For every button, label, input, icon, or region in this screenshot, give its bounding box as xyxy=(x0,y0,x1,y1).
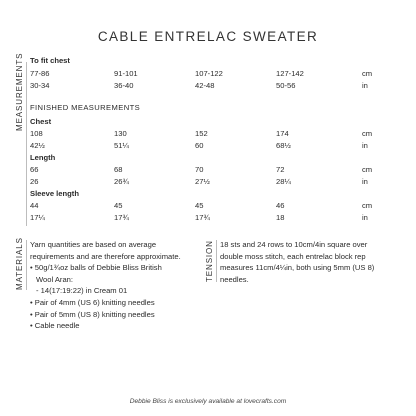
materials-divider xyxy=(26,240,27,290)
unit-label: in xyxy=(362,81,368,90)
table-cell: 17¾ xyxy=(114,213,129,222)
unit-label: in xyxy=(362,141,368,150)
table-cell: 28¼ xyxy=(276,177,291,186)
materials-line: • Pair of 4mm (US 6) knitting needles xyxy=(30,297,155,307)
table-cell: 36-40 xyxy=(114,81,134,90)
table-cell: 127-142 xyxy=(276,69,304,78)
chest-heading: Chest xyxy=(30,117,52,126)
table-cell: 91-101 xyxy=(114,69,138,78)
unit-label: in xyxy=(362,213,368,222)
unit-label: cm xyxy=(362,201,373,210)
table-cell: 44 xyxy=(30,201,39,210)
table-cell: 46 xyxy=(276,201,285,210)
table-cell: 42-48 xyxy=(195,81,215,90)
table-cell: 42½ xyxy=(30,141,45,150)
unit-label: in xyxy=(362,177,368,186)
table-cell: 77-86 xyxy=(30,69,50,78)
table-cell: 50-56 xyxy=(276,81,296,90)
materials-line: Wool Aran: xyxy=(36,274,74,284)
materials-side-label: MATERIALS xyxy=(15,237,24,290)
table-cell: 68½ xyxy=(276,141,291,150)
tension-line: measures 11cm/4¼in, both using 5mm (US 8) xyxy=(220,263,375,273)
length-heading: Length xyxy=(30,153,56,162)
table-cell: 72 xyxy=(276,165,285,174)
table-cell: 108 xyxy=(30,129,43,138)
materials-line: requirements and are therefore approximate. xyxy=(30,251,181,261)
finished-measurements-heading: FINISHED MEASUREMENTS xyxy=(30,103,141,112)
table-cell: 70 xyxy=(195,165,204,174)
measurements-divider xyxy=(26,62,27,226)
materials-line: • Pair of 5mm (US 8) knitting needles xyxy=(30,309,155,319)
page-title: CABLE ENTRELAC SWEATER xyxy=(97,29,319,44)
measurements-side-label: MEASUREMENTS xyxy=(15,52,24,131)
materials-text xyxy=(30,239,200,332)
table-cell: 45 xyxy=(195,201,204,210)
tension-line: double moss stitch, each entrelac block rep xyxy=(220,251,366,261)
table-cell: 26¾ xyxy=(114,177,129,186)
table-cell: 60 xyxy=(195,141,204,150)
table-cell: 17¼ xyxy=(30,213,45,222)
to-fit-chest-heading: To fit chest xyxy=(30,56,70,65)
table-cell: 51¼ xyxy=(114,141,129,150)
unit-label: cm xyxy=(362,69,373,78)
materials-line: Yarn quantities are based on average xyxy=(30,240,157,249)
materials-line: • 50g/1¾oz balls of Debbie Bliss British xyxy=(30,263,162,273)
table-cell: 152 xyxy=(195,129,208,138)
table-cell: 66 xyxy=(30,165,39,174)
tension-line: needles. xyxy=(220,274,249,284)
footer-note: Debbie Bliss is exclusively available at lovecrafts.com xyxy=(129,398,287,405)
tension-line: 18 sts and 24 rows to 10cm/4in square over xyxy=(220,240,368,249)
unit-label: cm xyxy=(362,129,373,138)
table-cell: 30-34 xyxy=(30,81,50,90)
table-cell: 17¾ xyxy=(195,213,210,222)
table-cell: 18 xyxy=(276,213,285,222)
materials-line: - 14(17:19:22) in Cream 01 xyxy=(36,286,128,296)
table-cell: 174 xyxy=(276,129,289,138)
table-cell: 27½ xyxy=(195,177,210,186)
table-cell: 45 xyxy=(114,201,123,210)
tension-text xyxy=(220,239,400,285)
table-cell: 107-122 xyxy=(195,69,223,78)
tension-divider xyxy=(216,240,217,282)
sleeve-length-heading: Sleeve length xyxy=(30,189,79,198)
unit-label: cm xyxy=(362,165,373,174)
materials-line: • Cable needle xyxy=(30,321,80,331)
table-cell: 130 xyxy=(114,129,127,138)
table-cell: 68 xyxy=(114,165,123,174)
table-cell: 26 xyxy=(30,177,39,186)
tension-side-label: TENSION xyxy=(205,240,214,282)
